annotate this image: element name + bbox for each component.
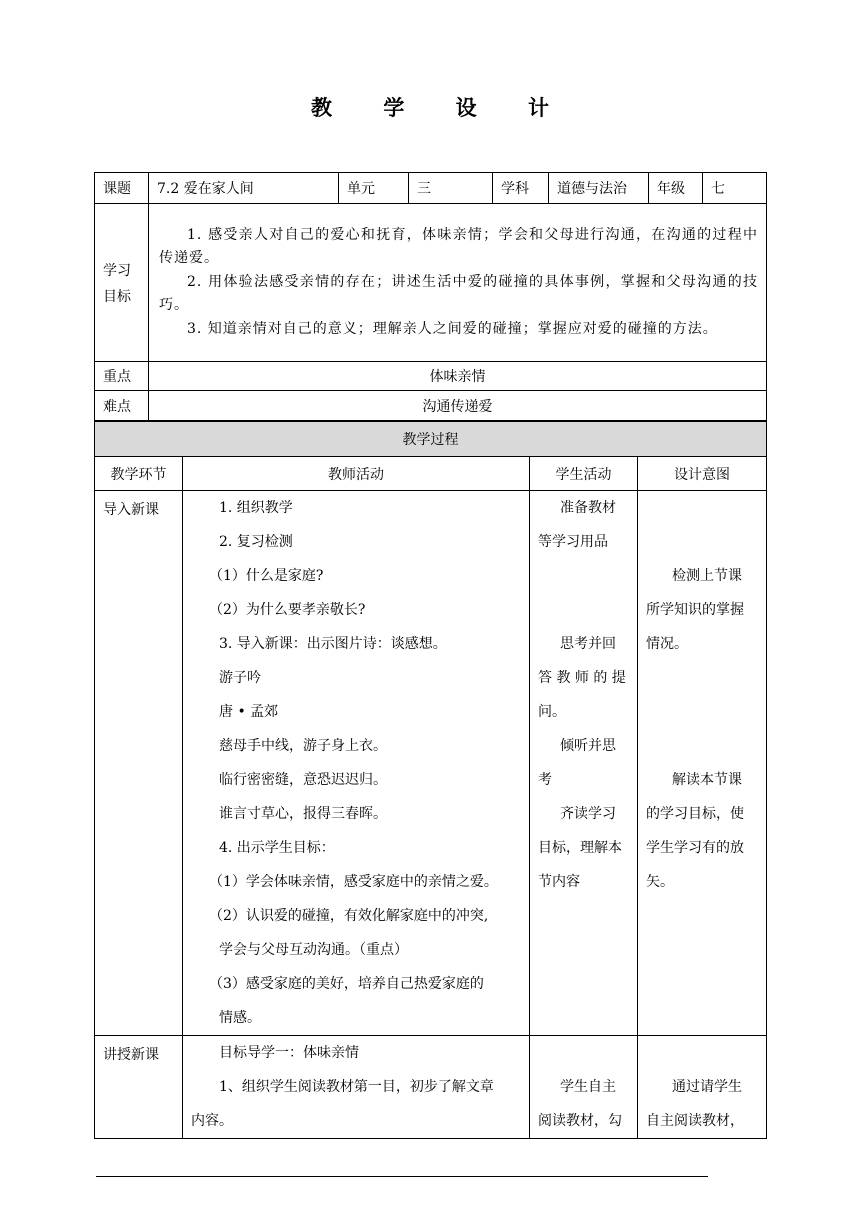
intent-line: 学生学习有的放 (646, 840, 744, 856)
teacher-line: 目标导学一：体味亲情 (219, 1045, 359, 1061)
intent-line (638, 525, 766, 559)
stage-label: 导入新课 (95, 491, 183, 1036)
column-header-row (95, 457, 767, 491)
intent-line (638, 695, 766, 729)
grade-value: 七 (703, 173, 767, 204)
poem-title: 游子吟 (219, 670, 261, 686)
student-line: 学生自主 (560, 1079, 616, 1095)
subject-value: 道德与法治 (549, 173, 649, 204)
column-header: 学生活动 (530, 457, 638, 491)
poem-line: 谁言寸草心，报得三春晖。 (219, 806, 387, 822)
teacher-line: 1、组织学生阅读教材第一目，初步了解文章 (219, 1079, 494, 1095)
teacher-line: 内容。 (191, 1113, 233, 1129)
intent-line (638, 729, 766, 763)
poem-line: 慈母手中线，游子身上衣。 (219, 738, 387, 754)
student-line: 思考并回 (560, 636, 616, 652)
page-title: 教 学 设 计 (311, 95, 571, 120)
intent-line: 解读本节课 (672, 772, 742, 788)
teacher-line: 1. 组织教学 (219, 500, 293, 516)
objective-item: 3. 知道亲情对自己的意义；理解亲人之间爱的碰撞；掌握应对爱的碰撞的方法。 (187, 320, 718, 337)
design-intent-cell (638, 491, 767, 1036)
teacher-line: （2）认识爱的碰撞，有效化解家庭中的冲突, (209, 908, 489, 924)
subject-label: 学科 (493, 173, 549, 204)
teacher-line: 学会与父母互动沟通。（重点） (219, 942, 408, 958)
difficulty-row (95, 391, 767, 421)
teacher-line: （1）什么是家庭? (209, 568, 324, 584)
intent-line: 通过请学生 (672, 1079, 742, 1095)
design-intent-cell (638, 1036, 767, 1139)
info-row (95, 173, 767, 204)
key-point-label: 重点 (95, 362, 149, 391)
unit-value: 三 (409, 173, 493, 204)
student-line: 答 教 师 的 提 (538, 670, 626, 686)
intent-line: 的学习目标，使 (646, 806, 744, 822)
student-line: 节内容 (538, 874, 580, 890)
key-point-value: 体味亲情 (149, 362, 767, 391)
student-line: 阅读教材，勾 (538, 1113, 622, 1129)
objectives-content (149, 204, 767, 362)
new-lesson-row (95, 1036, 767, 1139)
topic-label: 课题 (95, 173, 149, 204)
intent-line: 检测上节课 (672, 568, 742, 584)
student-line: 准备教材 (560, 500, 616, 516)
poem-line: 临行密密缝，意恐迟迟归。 (219, 772, 387, 788)
intent-line (638, 1036, 766, 1070)
objectives-label (95, 204, 149, 362)
objectives-label-line1: 学习 (103, 262, 131, 279)
stage-label: 讲授新课 (95, 1036, 183, 1139)
column-header: 设计意图 (638, 457, 767, 491)
teacher-line: （2）为什么要孝亲敬长? (209, 602, 366, 618)
teacher-activity-cell (183, 1036, 530, 1139)
student-line: 考 (538, 772, 552, 788)
difficulty-value: 沟通传递爱 (149, 391, 767, 421)
poem-author: 唐 • 孟郊 (219, 704, 279, 720)
teacher-line: 情感。 (219, 1010, 261, 1026)
column-header: 教学环节 (95, 457, 183, 491)
footer-divider (96, 1176, 708, 1177)
teaching-process-table (94, 421, 767, 1139)
difficulty-label: 难点 (95, 391, 149, 421)
grade-label: 年级 (649, 173, 703, 204)
student-activity-cell (530, 1036, 638, 1139)
teacher-activity-cell (183, 491, 530, 1036)
process-header: 教学过程 (95, 422, 767, 457)
teacher-line: （1）学会体味亲情，感受家庭中的亲情之爱。 (209, 874, 498, 890)
topic-value: 7.2 爱在家人间 (149, 173, 339, 204)
intro-row (95, 491, 767, 1036)
student-line: 目标，理解本 (538, 840, 622, 856)
column-header: 教师活动 (183, 457, 530, 491)
student-activity-cell (530, 491, 638, 1036)
student-line (530, 559, 637, 593)
student-line: 齐读学习 (560, 806, 616, 822)
intent-line: 情况。 (646, 636, 688, 652)
key-point-row (95, 362, 767, 391)
intent-line: 矢。 (646, 874, 674, 890)
process-header-row (95, 422, 767, 457)
objectives-label-line2: 目标 (103, 288, 131, 305)
unit-label: 单元 (339, 173, 409, 204)
student-line: 问。 (538, 704, 566, 720)
student-line (530, 593, 637, 627)
teacher-line: 4. 出示学生目标： (219, 840, 335, 856)
intent-line: 自主阅读教材， (646, 1113, 744, 1129)
intent-line (638, 661, 766, 695)
objective-item: 2. 用体验法感受亲情的存在；讲述生活中爱的碰撞的具体事例，掌握和父母沟通的技巧。 (159, 273, 758, 314)
lesson-info-table (94, 172, 767, 421)
teacher-line: 2. 复习检测 (219, 534, 293, 550)
objective-item: 1. 感受亲人对自己的爱心和抚育，体味亲情；学会和父母进行沟通，在沟通的过程中传递爱。 (159, 226, 758, 267)
intent-line: 所学知识的掌握 (646, 602, 744, 618)
student-line (530, 1036, 637, 1070)
teacher-line: （3）感受家庭的美好，培养自己热爱家庭的 (209, 976, 484, 992)
objectives-row (95, 204, 767, 362)
student-line: 等学习用品 (538, 534, 608, 550)
student-line: 倾听并思 (560, 738, 616, 754)
teacher-line: 3. 导入新课：出示图片诗：谈感想。 (219, 636, 447, 652)
intent-line (638, 491, 766, 525)
